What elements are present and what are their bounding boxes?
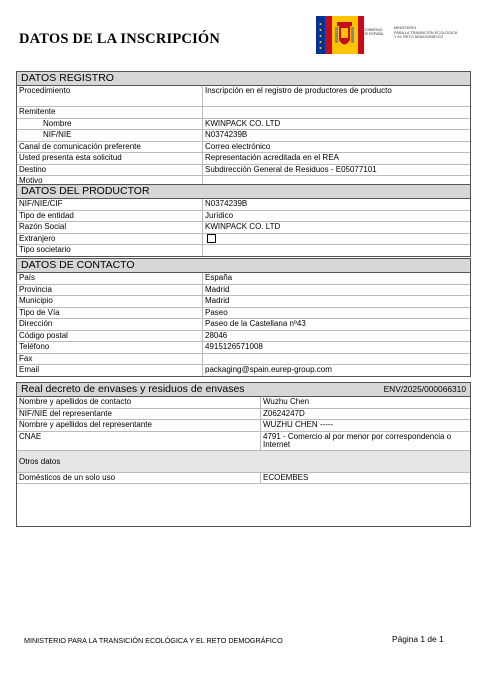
table-row xyxy=(17,222,470,234)
field-value: Wuzhu Chen xyxy=(263,397,310,406)
table-row xyxy=(17,130,470,142)
envases-section xyxy=(16,382,471,527)
otros-datos-subheading xyxy=(17,451,470,473)
field-value: packaging@spain.eurep-group.com xyxy=(205,365,332,374)
envases-title: Real decreto de envases y residuos de envases xyxy=(21,383,245,395)
field-value: Inscripción en el registro de productores de producto xyxy=(205,86,392,95)
field-label: Email xyxy=(17,365,203,376)
table-row xyxy=(17,420,470,432)
registro-heading: DATOS REGISTRO xyxy=(17,72,470,86)
field-value: Paseo de la Castellana nº43 xyxy=(205,319,306,328)
field-label: Tipo de Vía xyxy=(17,308,203,319)
field-value: 4791 - Comercio al por menor por correspondencia o Internet xyxy=(263,431,452,449)
field-value: N0374239B xyxy=(205,130,248,139)
table-row xyxy=(17,273,470,285)
field-value: KWINPACK CO. LTD xyxy=(205,222,281,231)
field-label: Domésticos de un solo uso xyxy=(17,473,261,484)
table-row xyxy=(17,365,470,376)
field-value: Z0624247D xyxy=(263,408,305,418)
table-row xyxy=(17,473,470,485)
table-row xyxy=(17,331,470,343)
table-row xyxy=(17,211,470,223)
table-row xyxy=(17,234,470,246)
table-row xyxy=(17,86,470,107)
empty-area xyxy=(17,484,470,526)
table-row xyxy=(17,119,470,131)
field-value: España xyxy=(205,273,233,282)
table-row xyxy=(17,245,470,256)
field-label: Procedimiento xyxy=(17,86,203,106)
table-row xyxy=(17,308,470,320)
field-value: Madrid xyxy=(205,296,230,305)
field-value xyxy=(203,234,470,245)
table-row xyxy=(17,342,470,354)
field-value: KWINPACK CO. LTD xyxy=(205,118,281,128)
table-row xyxy=(17,432,470,451)
table-row xyxy=(17,285,470,297)
government-logo xyxy=(316,16,464,54)
gobierno-label: GOBIERNO DE ESPAÑA xyxy=(363,28,384,37)
field-label: Nombre y apellidos del representante xyxy=(17,420,261,431)
contacto-section xyxy=(16,258,471,377)
field-value xyxy=(203,354,470,365)
field-value xyxy=(203,245,470,256)
field-label: Extranjero xyxy=(17,234,203,245)
field-label: País xyxy=(17,273,203,284)
field-label: CNAE xyxy=(17,432,261,450)
field-value: ECOEMBES xyxy=(263,472,309,482)
productor-section xyxy=(16,184,471,257)
field-value xyxy=(203,107,470,118)
page-title: DATOS DE LA INSCRIPCIÓN xyxy=(19,31,221,47)
table-row xyxy=(17,199,470,211)
field-value: Correo electrónico xyxy=(205,141,271,151)
field-value: 4915126571008 xyxy=(205,342,263,351)
table-row xyxy=(17,397,470,409)
field-value: Paseo xyxy=(205,307,228,317)
field-label: Municipio xyxy=(17,296,203,307)
subheading-label: Otros datos xyxy=(19,456,61,466)
field-label: Código postal xyxy=(17,331,203,342)
field-label: NIF/NIE del representante xyxy=(17,409,261,420)
field-label: Razón Social xyxy=(17,222,203,233)
table-row xyxy=(17,354,470,366)
table-row xyxy=(17,142,470,154)
table-row xyxy=(17,319,470,331)
field-label: NIF/NIE/CIF xyxy=(17,199,203,210)
extranjero-checkbox[interactable] xyxy=(207,234,216,243)
field-label: Dirección xyxy=(17,319,203,330)
envases-heading xyxy=(17,383,470,397)
footer-page-number: Página 1 de 1 xyxy=(392,634,444,644)
field-label: Fax xyxy=(17,354,203,365)
table-row xyxy=(17,409,470,421)
field-value: Madrid xyxy=(205,284,230,294)
field-value: N0374239B xyxy=(205,199,248,208)
footer-ministry: MINISTERIO PARA LA TRANSICIÓN ECOLÓGICA Y EL RETO DEMOGRÁFICO xyxy=(24,636,283,645)
ministry-label: MINISTERIO PARA LA TRANSICIÓN ECOLÓGICA Y EL RETO DEMOGRÁFICO xyxy=(394,26,458,40)
table-row xyxy=(17,165,470,177)
field-label: Provincia xyxy=(17,285,203,296)
field-label: Usted presenta esta solicitud xyxy=(17,153,203,164)
field-label: Canal de comunicación preferente xyxy=(17,142,203,153)
field-label: Nombre xyxy=(17,119,203,130)
field-value: Subdirección General de Residuos - E05077101 xyxy=(205,164,377,174)
field-label: Destino xyxy=(17,165,203,176)
envases-reference: ENV/2025/000066310 xyxy=(383,384,466,394)
field-label: Tipo de entidad xyxy=(17,211,203,222)
field-label: NIF/NIE xyxy=(17,130,203,141)
contacto-heading: DATOS DE CONTACTO xyxy=(17,259,470,273)
table-row xyxy=(17,153,470,165)
field-label: Remitente xyxy=(17,107,203,118)
field-value: Representación acreditada en el REA xyxy=(205,153,339,162)
table-row xyxy=(17,296,470,308)
field-label: Tipo societario xyxy=(17,245,203,256)
field-label: Motivo xyxy=(17,176,203,187)
field-value: WUZHU CHEN ----- xyxy=(263,420,334,429)
field-value: 28046 xyxy=(205,330,228,340)
field-value: Jurídico xyxy=(205,210,234,220)
productor-heading: DATOS DEL PRODUCTOR xyxy=(17,185,470,199)
field-label: Teléfono xyxy=(17,342,203,353)
registro-section xyxy=(16,71,471,188)
field-label: Nombre y apellidos de contacto xyxy=(17,397,261,408)
table-row xyxy=(17,107,470,119)
